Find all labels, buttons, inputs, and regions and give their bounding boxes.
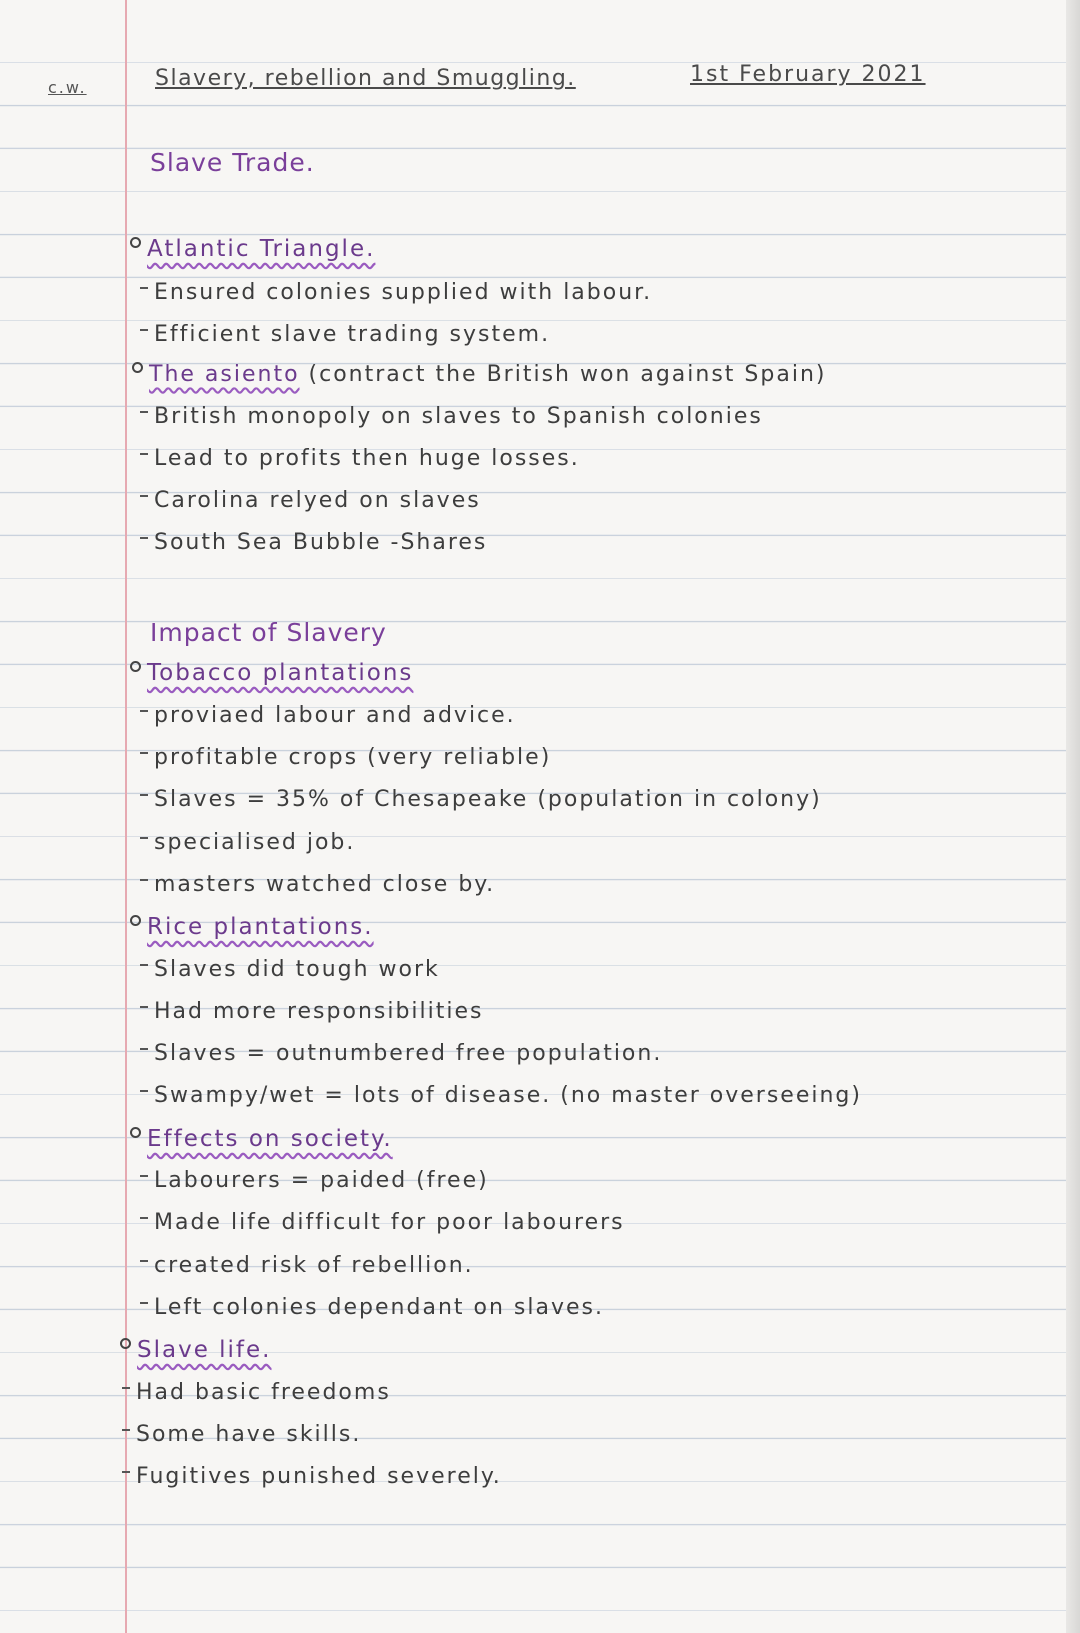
bullet-tobacco-plantations [130,660,413,686]
asiento-note: (contract the British won against Spain) [308,362,827,387]
bullet-asiento [132,362,826,387]
list-item-text: Made life difficult for poor labourers [154,1210,625,1235]
list-item-text: Swampy/wet = lots of disease. (no master overseeing) [154,1083,862,1108]
dash-icon [140,964,148,966]
list-item [140,872,495,897]
list-item-text: Carolina relyed on slaves [154,488,481,513]
bullet-rice-plantations [130,914,374,940]
list-item [140,745,551,770]
page-edge [1066,0,1080,1633]
list-item [140,787,822,812]
bullet-slave-life [120,1337,272,1363]
list-item [140,280,652,305]
list-item-text: Labourers = paided (free) [154,1168,489,1193]
dash-icon [140,453,148,455]
list-item-text: masters watched close by. [154,872,496,897]
dash-icon [140,329,148,331]
dash-icon [140,1175,148,1177]
list-item-text: Had basic freedoms [136,1380,391,1405]
bullet-title: Effects on society. [147,1126,393,1152]
bullet-dot-icon [130,1127,141,1138]
list-item-text: Ensured colonies supplied with labour. [154,280,653,305]
list-item [122,1422,361,1447]
list-item-text: proviaed labour and advice. [154,703,516,728]
bullet-title: Tobacco plantations [147,660,414,686]
list-item-text: Fugitives punished severely. [136,1464,502,1489]
list-item [140,1041,662,1066]
list-item [140,1168,489,1193]
author-initials: c.w. [48,78,87,97]
list-item [140,1253,474,1278]
list-item-text: Slaves did tough work [154,957,440,982]
list-item [122,1464,502,1489]
list-item-text: Some have skills. [136,1422,362,1447]
list-item-text: South Sea Bubble -Shares [154,530,488,555]
bullet-title: Atlantic Triangle. [147,236,376,262]
heading-impact-of-slavery: Impact of Slavery [150,618,387,647]
dash-icon [140,1090,148,1092]
page-title: Slavery, rebellion and Smuggling. [155,66,576,91]
list-item-text: British monopoly on slaves to Spanish colonies [154,404,763,429]
bullet-dot-icon [130,915,141,926]
dash-icon [140,1217,148,1219]
list-item [140,1295,604,1320]
list-item [140,830,355,855]
list-item [140,322,550,347]
list-item-text: specialised job. [154,830,356,855]
dash-icon [140,537,148,539]
dash-icon [140,837,148,839]
dash-icon [140,287,148,289]
dash-icon [140,495,148,497]
bullet-atlantic-triangle [130,236,375,262]
dash-icon [140,1302,148,1304]
bullet-dot-icon [132,362,143,373]
dash-icon [140,752,148,754]
list-item [140,703,516,728]
dash-icon [140,1260,148,1262]
list-item [140,957,440,982]
list-item-text: Efficient slave trading system. [154,322,551,347]
bullet-effects-on-society [130,1126,393,1152]
list-item-text: Had more responsibilities [154,999,484,1024]
page-date: 1st February 2021 [690,62,926,87]
bullet-title: Rice plantations. [147,914,374,940]
list-item [140,999,484,1024]
list-item-text: Slaves = outnumbered free population. [154,1041,663,1066]
dash-icon [140,411,148,413]
list-item [140,404,763,429]
dash-icon [140,1048,148,1050]
list-item [140,530,487,555]
list-item-text: Slaves = 35% of Chesapeake (population in colony) [154,787,822,812]
list-item-text: created risk of rebellion. [154,1253,474,1278]
dash-icon [140,879,148,881]
list-item [140,446,580,471]
list-item [140,1210,625,1235]
list-item-text: Left colonies dependant on slaves. [154,1295,604,1320]
heading-slave-trade: Slave Trade. [150,148,315,177]
list-item [140,1083,862,1108]
list-item-text: Lead to profits then huge losses. [154,446,580,471]
list-item [122,1380,391,1405]
bullet-title: The asiento [149,362,300,387]
dash-icon [122,1471,130,1473]
bullet-title: Slave life. [137,1337,272,1363]
dash-icon [122,1429,130,1431]
dash-icon [140,794,148,796]
dash-icon [122,1387,130,1389]
list-item-text: profitable crops (very reliable) [154,745,552,770]
dash-icon [140,710,148,712]
bullet-dot-icon [130,661,141,672]
bullet-dot-icon [130,237,141,248]
dash-icon [140,1006,148,1008]
list-item [140,488,481,513]
bullet-dot-icon [120,1338,131,1349]
